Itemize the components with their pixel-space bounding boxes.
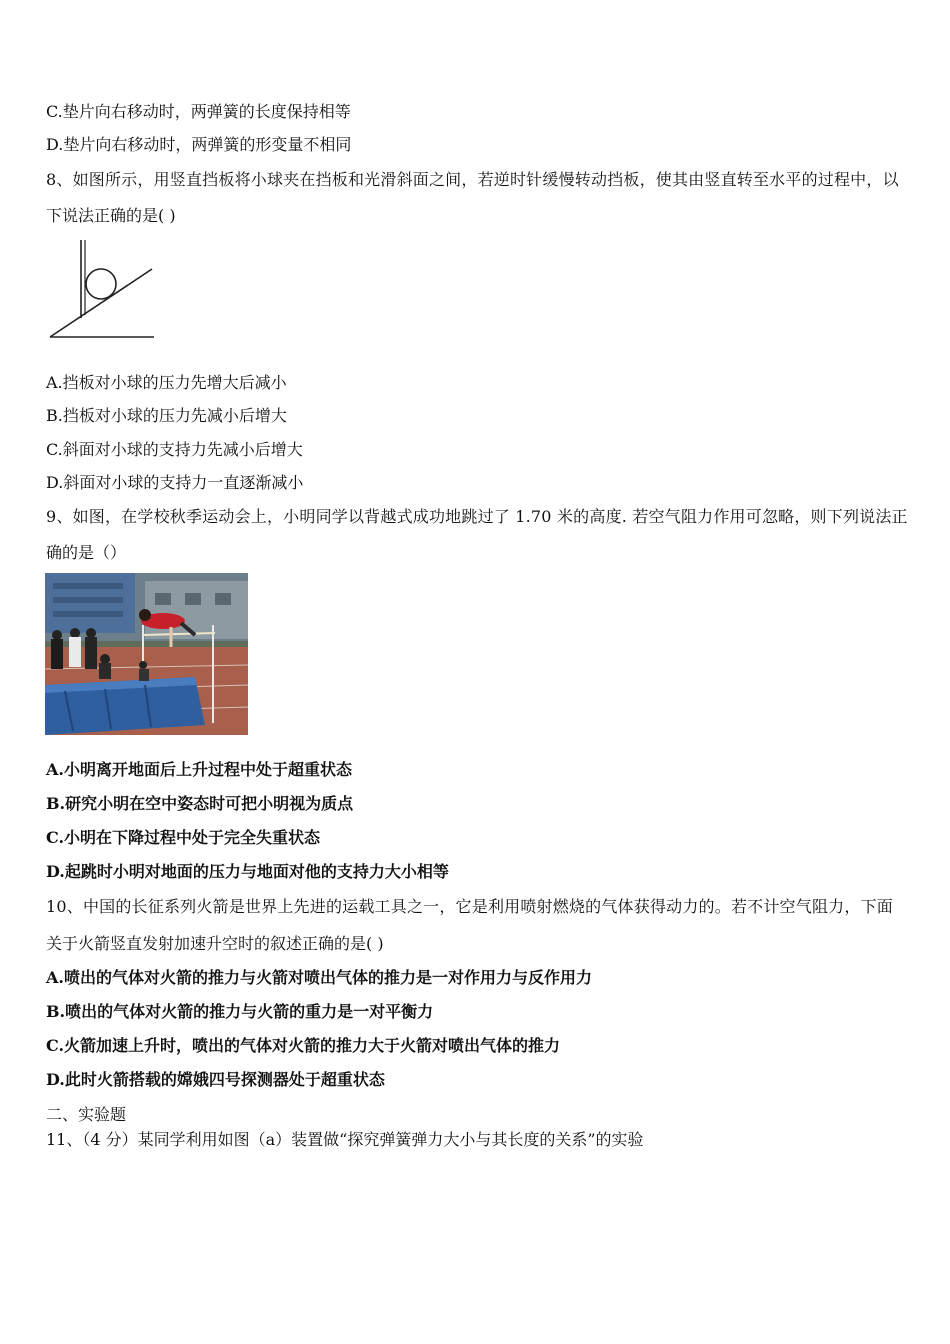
question-10-option-a: A.喷出的气体对火箭的推力与火箭对喷出气体的推力是一对作用力与反作用力: [46, 968, 592, 987]
question-8-option-b: B.挡板对小球的压力先减小后增大: [46, 406, 287, 425]
question-9-option-c: C.小明在下降过程中处于完全失重状态: [46, 828, 321, 847]
question-10-stem-line-2: 关于火箭竖直发射加速升空时的叙述正确的是( ): [46, 934, 384, 953]
question-9-option-d: D.起跳时小明对地面的压力与地面对他的支持力大小相等: [46, 862, 449, 881]
question-10-option-c: C.火箭加速上升时，喷出的气体对火箭的推力大于火箭对喷出气体的推力: [46, 1036, 561, 1055]
question-10-option-b: B.喷出的气体对火箭的推力与火箭的重力是一对平衡力: [46, 1002, 434, 1021]
question-9-option-a: A.小明离开地面后上升过程中处于超重状态: [46, 760, 352, 779]
question-9-option-b: B.研究小明在空中姿态时可把小明视为质点: [46, 794, 354, 813]
question-10-stem-line-1: 10、中国的长征系列火箭是世界上先进的运载工具之一，它是利用喷射燃烧的气体获得动力的。若不计空气阻力，下面: [46, 897, 893, 916]
question-11-stem: 11、（4 分）某同学利用如图（a）装置做“探究弹簧弹力大小与其长度的关系”的实验: [46, 1130, 644, 1149]
question-9-stem-line-2: 确的是（）: [46, 543, 127, 562]
question-10-option-d: D.此时火箭搭载的嫦娥四号探测器处于超重状态: [46, 1070, 385, 1089]
high-jump-photo: [45, 573, 248, 735]
ball: [86, 269, 116, 299]
incline-ball-figure: [44, 236, 160, 342]
question-8-option-d: D.斜面对小球的支持力一直逐渐减小: [46, 473, 304, 492]
question-8-option-a: A.挡板对小球的压力先增大后减小: [46, 373, 287, 392]
question-9-stem-line-1: 9、如图，在学校秋季运动会上，小明同学以背越式成功地跳过了 1.70 米的高度. 若空气阻力作用可忽略，则下列说法正: [46, 507, 908, 526]
question-8-stem-line-2: 下说法正确的是( ): [46, 206, 176, 225]
question-8-option-c: C.斜面对小球的支持力先减小后增大: [46, 440, 303, 459]
question-7-option-d: D.垫片向右移动时，两弹簧的形变量不相同: [46, 135, 352, 154]
section-heading-experiment: 二、实验题: [46, 1105, 127, 1124]
question-8-stem-line-1: 8、如图所示，用竖直挡板将小球夹在挡板和光滑斜面之间，若逆时针缓慢转动挡板，使其由竖直转至水平的过程中，以: [46, 170, 899, 189]
question-7-option-c: C.垫片向右移动时，两弹簧的长度保持相等: [46, 102, 351, 121]
